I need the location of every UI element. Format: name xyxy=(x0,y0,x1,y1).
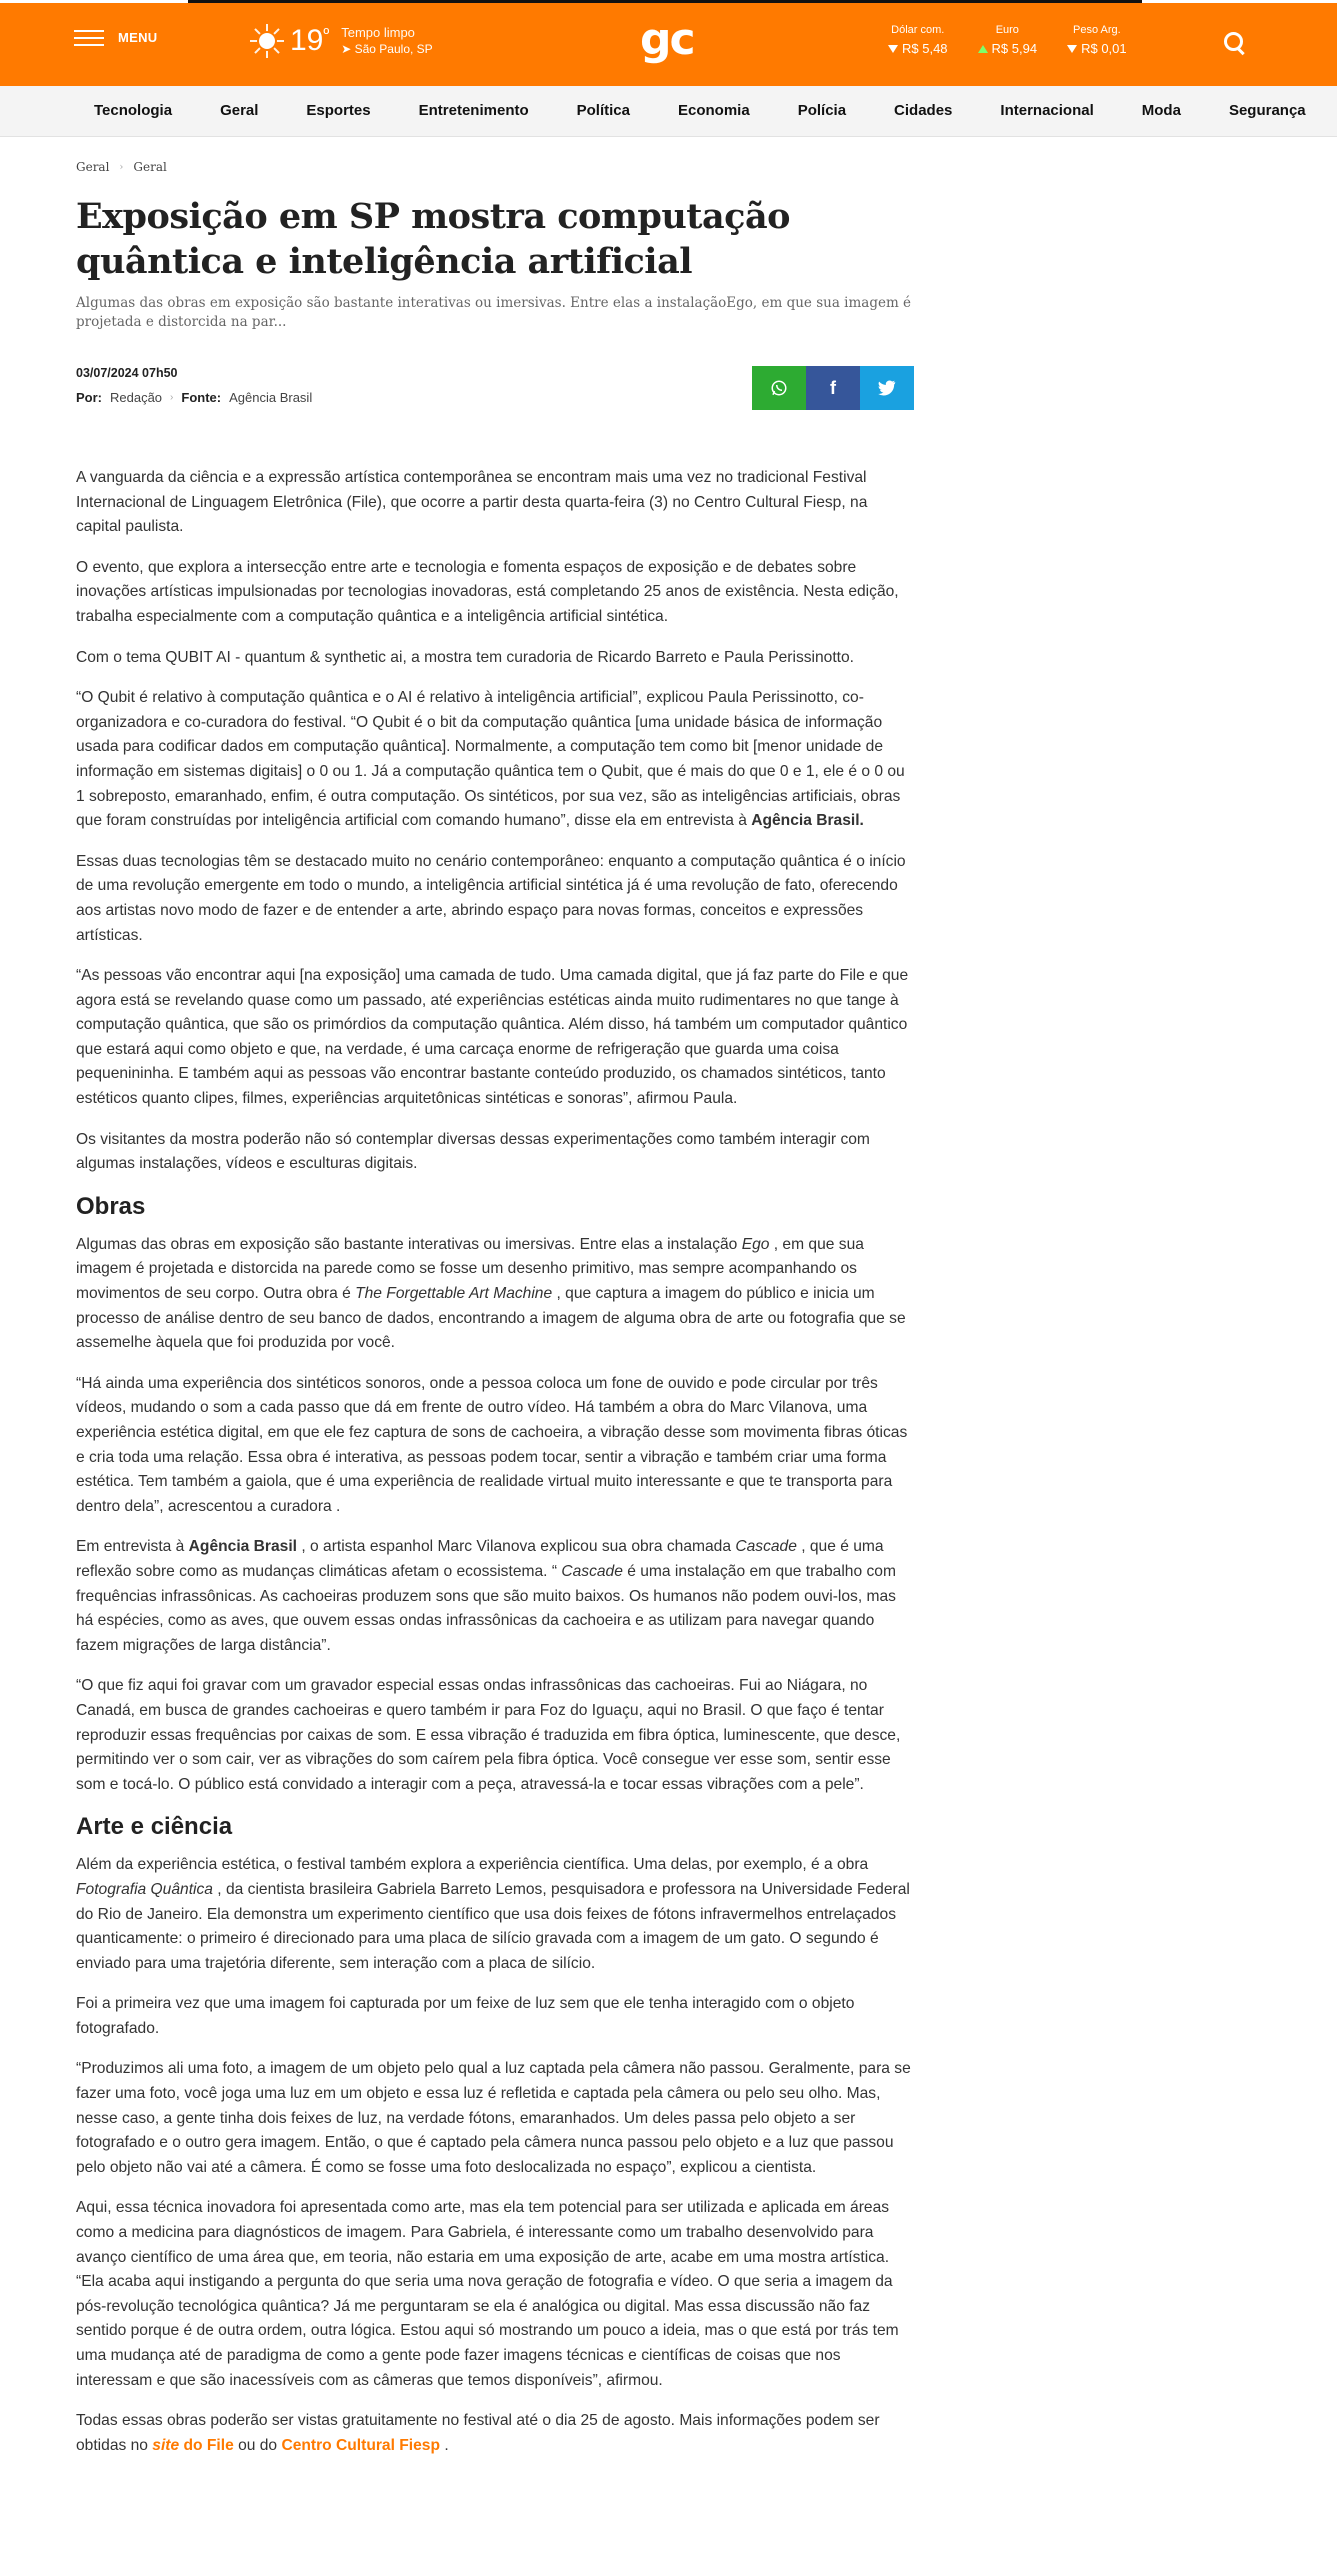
section-heading: Obras xyxy=(76,1192,146,1220)
source: Agência Brasil xyxy=(229,390,313,405)
menu-label: MENU xyxy=(118,29,158,45)
nav-seguranca[interactable]: Segurança xyxy=(1228,102,1306,119)
arrow-down-icon xyxy=(888,45,898,53)
nav-internacional[interactable]: Internacional xyxy=(1000,102,1094,119)
article-lead: Algumas das obras em exposição são bastante interativas ou imersivas. Entre elas a instalaçãoEgo, em que sua imagem é projetada e distorcida na par... xyxy=(76,295,912,330)
location-arrow-icon: ➤ xyxy=(341,42,355,56)
share-twitter-button[interactable] xyxy=(860,366,914,410)
breadcrumb xyxy=(76,160,914,174)
fiesp-link[interactable]: Centro Cultural Fiesp xyxy=(281,2436,440,2454)
currency-rates xyxy=(888,24,1127,56)
nav-economia[interactable]: Economia xyxy=(678,102,750,119)
paragraph: “Produzimos ali uma foto, a imagem de um objeto pelo qual a luz captada pela câmera não passou. Geralmente, para se fazer uma foto, você joga uma luz em um objeto e essa luz é refletida e captada pela câmera ou pelo seu olho. Mas, nesse caso, a gente tinha dois feixes de luz, na verdade fótons, emaranhados. Um deles passa pelo objeto a ser fotografado e o outro gera imagem. Então, o que é captado pela câmera nunca passou pelo objeto e a luz que passou pelo objeto não vai até a câmera. É como se fosse uma foto deslocalizada no espaço”, explicou a cientista. xyxy=(76,2060,911,2176)
nav-policia[interactable]: Polícia xyxy=(797,102,847,119)
nav-tecnologia[interactable]: Tecnologia xyxy=(94,102,173,119)
chevron-right-icon: › xyxy=(119,161,124,173)
breadcrumb-item[interactable]: Geral xyxy=(76,160,110,174)
paragraph: Em entrevista à Agência Brasil , o artista espanhol Marc Vilanova explicou sua obra chamada Cascade , que é uma reflexão sobre como as mudanças climáticas afetam o ecossistema. “ Cascade é uma instalação em que trabalho com frequências infrassônicas. As cachoeiras produzem sons que são muito baixos. Os humanos não podem ouvi-los, mas há espécies, como as aves, que ouvem essas ondas infrassônicas da cachoeira e as utilizam para navegar quando fazem migrações de larga distância”. xyxy=(76,1538,896,1654)
article-meta xyxy=(76,366,914,418)
share-facebook-button[interactable] xyxy=(806,366,860,410)
nav-moda[interactable]: Moda xyxy=(1141,102,1181,119)
nav-politica[interactable]: Política xyxy=(576,102,630,119)
paragraph: Com o tema QUBIT AI - quantum & synthetic ai, a mostra tem curadoria de Ricardo Barreto e Paula Perissinotto. xyxy=(76,648,855,666)
search-icon[interactable] xyxy=(1224,32,1246,54)
arrow-down-icon xyxy=(1067,45,1077,53)
rate-peso: Peso Arg. R$ 0,01 xyxy=(1067,24,1127,56)
arrow-up-icon xyxy=(978,45,988,53)
sun-icon xyxy=(250,24,284,58)
publish-date: 03/07/2024 07h50 xyxy=(76,366,178,380)
file-site-link[interactable]: site do File xyxy=(152,2436,234,2454)
site-logo[interactable]: gc xyxy=(640,14,694,65)
paragraph: Os visitantes da mostra poderão não só contemplar diversas dessas experimentações como também interagir com algumas instalações, vídeos e esculturas digitais. xyxy=(76,1130,870,1173)
weather-condition: Tempo limpo xyxy=(341,25,415,40)
paragraph: Foi a primeira vez que uma imagem foi capturada por um feixe de luz sem que ele tenha interagido com o objeto fotografado. xyxy=(76,1995,855,2037)
author: Redação xyxy=(110,390,163,405)
article-body xyxy=(76,466,914,2458)
paragraph: Algumas das obras em exposição são bastante interativas ou imersivas. Entre elas a instalação Ego , em que sua imagem é projetada e distorcida na parede como se fosse um desenho primitivo, mas sempre acompanhando os movimentos de seu corpo. Outra obra é The Forgettable Art Machine , que captura a imagem do público e inicia um processo de análise dentro de seu banco de dados, encontrando a imagem de alguma obra de arte ou fotografia que se assemelhe àquela que foi produzida por você. xyxy=(76,1235,906,1352)
top-strip xyxy=(0,0,1337,3)
paragraph: A vanguarda da ciência e a expressão artística contemporânea se encontram mais uma vez no tradicional Festival Internacional de Linguagem Eletrônica (File), que ocorre a partir desta quarta-feira (3) no Centro Cultural Fiesp, na capital paulista. xyxy=(76,469,868,536)
rate-dolar: Dólar com. R$ 5,48 xyxy=(888,24,948,56)
nav-esportes[interactable]: Esportes xyxy=(306,102,371,119)
paragraph: Além da experiência estética, o festival também explora a experiência científica. Uma delas, por exemplo, é a obra Fotografia Quântica , da cientista brasileira Gabriela Barreto Lemos, pesquisadora e professora na Universidade Federal do Rio de Janeiro. Ela demonstra um experimento científico que usa dois feixes de fótons infravermelhos entrelaçados quanticamente: o primeiro é direcionado para uma placa de silício gravada com a imagem de um gato. O segundo é enviado para uma trajetória diferente, sem interação com a placa de silício. xyxy=(76,1856,910,1972)
facebook-icon: f xyxy=(830,377,836,398)
chevron-right-icon: › xyxy=(170,392,174,403)
category-nav xyxy=(0,86,1337,137)
article-title: Exposição em SP mostra computação quântica e inteligência artificial xyxy=(76,196,790,282)
share-buttons xyxy=(752,366,914,410)
paragraph: Todas essas obras poderão ser vistas gratuitamente no festival até o dia 25 de agosto. Mais informações podem ser obtidas no site do File ou do Centro Cultural Fiesp . xyxy=(76,2412,880,2454)
nav-cidades[interactable]: Cidades xyxy=(894,102,953,119)
paragraph: “O Qubit é relativo à computação quântica e o AI é relativo à inteligência artificial”, explicou Paula Perissinotto, co-organizadora e co-curadora do festival. “O Qubit é o bit da computação quântica [uma unidade básica de informação usada para codificar dados em computação quântica]. Normalmente, a computação tem como bit [menor unidade de informação em sistemas digitais] o 0 ou 1. Já a computação quântica tem o Qubit, que é mais do que 0 e 1, ele é o 0 ou 1 sobreposto, emaranhado, enfim, é outra computação. Os sintéticos, por sua vez, são as inteligências artificiais, obras que foram construídas por inteligência artificial com comando humano”, disse ela em entrevista à Agência Brasil. xyxy=(76,689,905,830)
paragraph: Aqui, essa técnica inovadora foi apresentada como arte, mas ela tem potencial para ser utilizada e aplicada em áreas como a medicina para diagnósticos de imagem. Para Gabriela, é interessante como um trabalho desenvolvido para avanço científico de uma área que, em teoria, não estaria em uma exposição de arte, acabe em uma mostra artística. “Ela acaba aqui instigando a pergunta do que seria uma nova geração de fotografia e vídeo. O que seria a imagem da pós-revolução tecnológica quântica? Já me perguntaram se ela é analógica ou digital. Mas essa discussão não faz sentido porque é de outra ordem, outra lógica. Estou aqui só mostrando um pouco a ideia, mas o que está por trás tem uma mudança até de paradigma de como a gente pode fazer imagens técnicas e científicas de coisas que nos interessam e que são inacessíveis com as câmeras que temos disponíveis”, afirmou. xyxy=(76,2199,899,2389)
share-whatsapp-button[interactable] xyxy=(752,366,806,410)
weather-location: ➤ São Paulo, SP xyxy=(341,42,433,56)
twitter-icon xyxy=(878,380,896,396)
paragraph: “O que fiz aqui foi gravar com um gravador especial essas ondas infrassônicas das cachoeiras. Fui ao Niágara, no Canadá, em busca de grandes cachoeiras e quero também ir para Foz do Iguaçu, aqui no Brasil. O que faço é tentar reproduzir essas frequências por caixas de som. E essa vibração é traduzida em fibra óptica, luminescente, que desce, permitindo ver o som cair, ver as vibrações do som caírem pela fibra óptica. Você consegue ver esse som, sentir esse som e tocá-lo. O público está convidado a interagir com a peça, atravessá-la e tocar essas vibrações com a pele”. xyxy=(76,1677,901,1793)
top-header xyxy=(0,0,1337,86)
article xyxy=(76,160,914,2474)
whatsapp-icon xyxy=(770,379,788,397)
nav-geral[interactable]: Geral xyxy=(220,102,259,119)
hamburger-icon xyxy=(74,28,104,46)
paragraph: O evento, que explora a intersecção entre arte e tecnologia e fomenta espaços de exposição e de debates sobre inovações artísticas impulsionadas por tecnologias inovadoras, está completando 25 anos de existência. Nesta edição, trabalha especialmente com a computação quântica e a inteligência artificial sintética. xyxy=(76,558,899,625)
weather-temperature: $19^º$ xyxy=(290,24,330,57)
byline: Por: Redação › Fonte: Agência Brasil xyxy=(76,390,313,405)
paragraph: “Há ainda uma experiência dos sintéticos sonoros, onde a pessoa coloca um fone de ouvido e pode circular por três vídeos, mudando o som a cada passo que dá em frente de outro vídeo. Há também a obra do Marc Vilanova, uma experiência estética digital, em que ele fez captura de sons de cachoeira, a vibração desse som movimenta fibras óticas e cria toda uma relação. Essa obra é interativa, as pessoas podem tocar, sentir a vibração e também criar uma forma estética. Tem também a gaiola, que é uma experiência de realidade virtual muito interessante e que te transporta para dentro dela”, acrescentou a curadora . xyxy=(76,1374,908,1515)
rate-euro: Euro R$ 5,94 xyxy=(978,24,1038,56)
paragraph: Essas duas tecnologias têm se destacado muito no cenário contemporâneo: enquanto a computação quântica é o início de uma revolução emergente em todo o mundo, a inteligência artificial sintética já é uma revolução de fato, oferecendo aos artistas novo modo de fazer e de entender a arte, abrindo espaço para novas formas, conceitos e expressões artísticas. xyxy=(76,852,906,944)
weather-widget xyxy=(250,24,433,58)
paragraph: “As pessoas vão encontrar aqui [na exposição] uma camada de tudo. Uma camada digital, que já faz parte do File e que agora está se revelando quase como um passado, até experiências estéticas ainda muito rudimentares no que tange à computação quântica, que são os primórdios da computação quântica. Além disso, há também um computador quântico que estará aqui como objeto e que, na verdade, é uma carcaça enorme de refrigeração que guarda uma coisa pequenininha. E também aqui as pessoas vão encontrar bastante conteúdo produzido, os chamados sintéticos, tanto estéticos quanto clipes, filmes, experiências arquitetônicas sintéticas e sonoras”, afirmou Paula. xyxy=(76,967,909,1108)
nav-entretenimento[interactable]: Entretenimento xyxy=(418,102,529,119)
breadcrumb-item[interactable]: Geral xyxy=(133,160,167,174)
menu-button[interactable] xyxy=(74,28,157,46)
section-heading: Arte e ciência xyxy=(76,1813,233,1841)
